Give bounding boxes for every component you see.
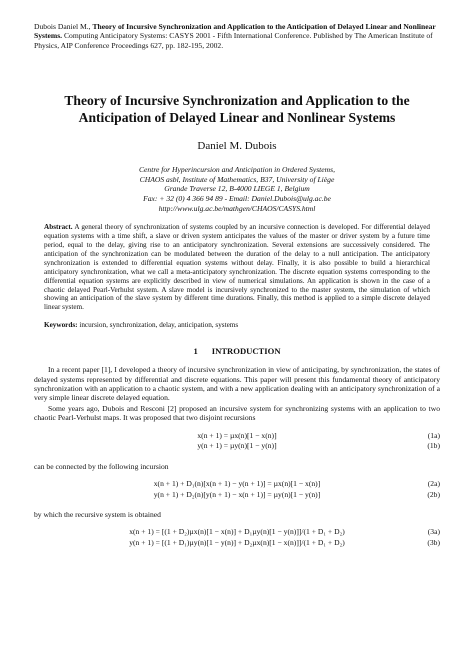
equation [34, 538, 440, 549]
keywords-label: Keywords: [44, 321, 78, 330]
equation [34, 479, 440, 490]
equation-expression: y(n + 1) = µy(n)[1 − y(n)] [197, 441, 277, 451]
section-number: 1 [193, 346, 198, 357]
equation-number: (1b) [427, 441, 440, 451]
paper-title-line-1: Theory of Incursive Synchronization and Application to the [64, 93, 410, 109]
equation-number: (2b) [427, 489, 440, 499]
paper-title-line-2: Anticipation of Delayed Linear and Nonlinear Systems [78, 110, 396, 126]
affiliation-line: Centre for Hyperincursion and Anticipation in Ordered Systems, [138, 165, 335, 175]
equation-group-2 [34, 479, 440, 500]
equation-expression: y(n + 1) + D₂(n)[y(n + 1) − x(n + 1)] = µy(n)[1 − y(n)] [153, 489, 321, 499]
equation-expression: y(n + 1) = [(1 + D₁)µy(n)[1 − y(n)] + D₂µx(n)[1 − x(n)]]/(1 + D₁ + D₂) [129, 537, 345, 547]
section-heading [34, 346, 440, 356]
section-title: INTRODUCTION [211, 346, 281, 357]
equation-group-1 [34, 431, 440, 452]
keywords-text: incursion, synchronization, delay, anticipation, systems [77, 321, 239, 330]
equation [34, 441, 440, 452]
equation [34, 527, 440, 538]
citation-header [34, 22, 440, 50]
equation-number: (2a) [427, 479, 440, 488]
body-paragraph: Some years ago, Dubois and Resconi [2] proposed an incursive system for synchronizing systems with an application to two chaotic Pearl-Verhulst maps. It was proposed that two disjoint recursions [34, 403, 440, 423]
equation-number: (1a) [427, 430, 440, 440]
citation-author: Dubois Daniel M., [34, 22, 93, 31]
citation-details: Computing Anticipatory Systems: CASYS 2001 - Fifth International Conference. Published by The American Institute of Physics, AIP Conference Proceedings 627, pp. 182-195, 2002. [34, 31, 433, 50]
equation-number: (3a) [427, 527, 440, 537]
keywords [44, 321, 430, 330]
equation [34, 490, 440, 501]
affiliation-line: CHAOS asbl, Institute of Mathematics, B37, University of Liège [139, 174, 335, 184]
equation-expression: x(n + 1) = µx(n)[1 − x(n)] [197, 430, 277, 440]
citation-title: Theory of Incursive Synchronization and Application to the Anticipation of Delayed Linear and Nonlinear Systems. [34, 22, 436, 41]
equation-expression: x(n + 1) = [(1 + D₂)µx(n)[1 − x(n)] + D₁µy(n)[1 − y(n)]]/(1 + D₁ + D₂) [129, 527, 345, 537]
affiliation-line: Grande Traverse 12, B-4000 LIEGE 1, Belgium [164, 184, 310, 194]
body-paragraph: In a recent paper [1], I developed a theory of incursive synchronization in view of anticipating, by synchronization, the states of delayed systems represented by differential and discrete equations. This paper will present this fundamental theory of anticipatory synchronization with an application to a chaotic system, and with a new application dealing with an anticipatory synchronization of a very simple linear discrete delayed equation. [34, 365, 440, 403]
abstract-text: A general theory of synchronization of systems coupled by an incursive connection is developed. For differential delayed equation systems with a time shift, a slave or driven system anticipates the values of the master or driver system by a future time period, equal to the delay, giving rise to an anticipatory synchronization. Several extensions are successively considered. The anticipation of the synchronization can be modulated between the duration of the delay to a null anticipation. The anticipatory synchronization is extended to differential equation systems without delay. Finally, it is also possible to build a hierarchical anticipatory synchronization, what we call a meta-anticipatory synchronization. The discrete equation systems corresponding to the differential equation systems are explicitly described in view of numerical simulations. An application is shown in the case of a chaotic delayed Pearl-Verhulst system. A slave model is incursively synchronized to the master system, the simulation of which showing an anticipation of the slave system by different time durations. Finally, this method is applied to a simple discrete delayed linear system. [44, 223, 430, 312]
equation-group-3 [34, 527, 440, 548]
affiliation-line: http://www.ulg.ac.be/mathgen/CHAOS/CASYS.html [158, 203, 316, 213]
abstract-label: Abstract. [44, 223, 73, 232]
author-name: Daniel M. Dubois [197, 140, 277, 153]
abstract [44, 223, 430, 312]
affiliation [34, 165, 440, 213]
equation-expression: x(n + 1) + D₁(n)[x(n + 1) − y(n + 1)] = µx(n)[1 − x(n)] [153, 479, 321, 488]
affiliation-line: Fax: + 32 (0) 4 366 94 89 - Email: Daniel.Dubois@ulg.ac.be [143, 194, 331, 203]
equation-number: (3b) [427, 537, 440, 547]
paper-title [34, 92, 440, 126]
equation [34, 431, 440, 442]
body-text: can be connected by the following incursion [34, 461, 169, 471]
body-text: by which the recursive system is obtained [34, 510, 161, 519]
